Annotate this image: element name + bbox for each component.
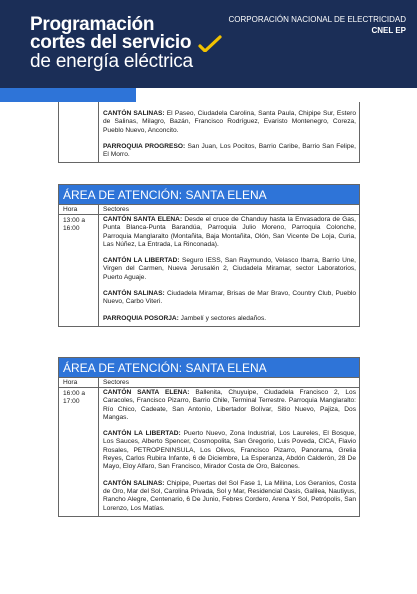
sectores-cell xyxy=(99,215,359,326)
sectores-cell xyxy=(99,388,359,516)
hora-header: Hora xyxy=(59,378,99,387)
sector-label: CANTÓN SALINAS: xyxy=(103,479,165,487)
sector-paragraph xyxy=(103,216,356,249)
title-line-3: de energía eléctrica xyxy=(30,51,193,72)
org-acronym: CNEL EP xyxy=(371,26,406,35)
sector-label: CANTÓN SALINAS: xyxy=(103,110,165,117)
sector-text: Jambelí y sectores aledaños. xyxy=(178,314,267,322)
accent-band-blue xyxy=(0,88,136,102)
sector-paragraph xyxy=(103,315,356,323)
org-info xyxy=(228,14,406,36)
sector-paragraph xyxy=(103,480,356,513)
sector-paragraph xyxy=(103,110,356,135)
sector-text: Chipipe, Puertas del Sol Fase 1, La Milina, Los Geranios, Costa de Oro, Mar del Sol, Carolina Privada, Sol y Mar, Residencial Oasis, Galilea, Nautiyus, Rancho Alegre, Centenario, 6 De Junio, Febres Cordero, Arena Y Sol, Petrópolis, San Lorenzo, Los Matías. xyxy=(103,479,356,512)
area-title: ÁREA DE ATENCIÓN: SANTA ELENA xyxy=(59,358,359,378)
table-row xyxy=(59,215,359,326)
sector-label: PARROQUIA POSORJA: xyxy=(103,314,179,322)
hora-cell xyxy=(59,102,99,162)
sector-text: Ballenita, Chuyuipe, Ciudadela Francisco 2, Los Caracoles, Francisco Pizarro, Barrio Chile, Terminal Terrestre. Parroquia Manglaralto: Río Chico, Cadeate, San Antonio, Libertador Bolívar, Sitio Nuevo, Pajiza, Dos Mangas. xyxy=(103,389,357,421)
sector-paragraph xyxy=(103,257,356,282)
sectores-cell xyxy=(99,102,359,162)
sectores-header: Sectores xyxy=(103,206,130,213)
sector-text: Seguro IESS, San Raymundo, Velasco Ibarra, Barrio Une, Virgen del Carmen, Nueva Jerusalén 2, Ciudadela Miramar, sector Laboratorios, Puerto Aguaje. xyxy=(103,257,357,281)
sector-label: PARROQUIA PROGRESO: xyxy=(103,142,186,150)
sector-text: Desde el cruce de Chanduy hasta la Envasadora de Gas, Punta Blanca-Punta Barandúa, Parroquia Julio Moreno, Parroquia Colonche, Parroquia Manglaralto (Montañita, Baja Montañita, Olón, San Vicente De Loja, Curia, Las Núñez, La Entrada, La Rinconada). xyxy=(103,216,357,248)
sector-text: San Juan, Los Pocitos, Barrio Caribe, Barrio San Felipe, El Morro. xyxy=(103,142,356,159)
area-title: ÁREA DE ATENCIÓN: SANTA ELENA xyxy=(59,185,359,205)
accent-band xyxy=(0,88,417,102)
table-row xyxy=(59,388,359,516)
sector-paragraph xyxy=(103,290,356,307)
sectores-header: Sectores xyxy=(103,379,130,386)
header-banner xyxy=(0,0,417,90)
title-line-1: Programación xyxy=(30,14,155,35)
table-header-row xyxy=(59,378,359,388)
hora-header: Hora xyxy=(59,205,99,214)
checkmark-icon xyxy=(198,34,222,52)
sector-label: CANTÓN SANTA ELENA: xyxy=(103,389,190,396)
sector-label: CANTÓN SALINAS: xyxy=(103,290,165,298)
org-name: CORPORACIÓN NACIONAL DE ELECTRICIDAD xyxy=(228,15,406,24)
hora-cell: 13:00 a 16:00 xyxy=(59,215,99,326)
sector-label: CANTÓN SANTA ELENA: xyxy=(103,216,183,223)
sector-paragraph xyxy=(103,143,356,160)
sector-text: Puerto Nuevo, Zona Industrial, Los Laureles, El Bosque, Los Sauces, Alberto Spencer, Cosmopolita, San Gregorio, Luis Poveda, CICA, Flavio Rosales, PETROPENINSULA, Los Olivos, Francisco Pizarro, Panorama, Grelia Reyes, Carlos Rubira Infante, 6 de Diciembre, La Esperanza, Abdón Calderón, 28 De Mayo, Eloy Alfaro, San Francisco, Mirador Costa de Oro, Balcones. xyxy=(103,430,357,471)
area-table xyxy=(58,184,360,327)
sector-text: El Paseo, Ciudadela Carolina, Santa Paula, Chipipe Sur, Estero de Salinas, Milagro, Bazán, Francisco Rodríguez, Evaristo Montenegro, Coreza, Pueblo Nuevo, Anconcito. xyxy=(103,110,356,134)
sector-paragraph xyxy=(103,430,356,471)
continuation-table xyxy=(58,102,360,163)
sector-text: Ciudadela Miramar, Brisas de Mar Bravo, Country Club, Pueblo Nuevo, Carbo Viteri. xyxy=(103,290,356,306)
hora-cell: 16:00 a 17:00 xyxy=(59,388,99,516)
sector-paragraph xyxy=(103,389,356,422)
title-line-2: cortes del servicio xyxy=(30,32,192,53)
sector-label: CANTÓN LA LIBERTAD: xyxy=(103,257,180,265)
table-header-row xyxy=(59,205,359,215)
sector-label: CANTÓN LA LIBERTAD: xyxy=(103,430,181,438)
table-row xyxy=(59,102,359,162)
area-table xyxy=(58,357,360,517)
